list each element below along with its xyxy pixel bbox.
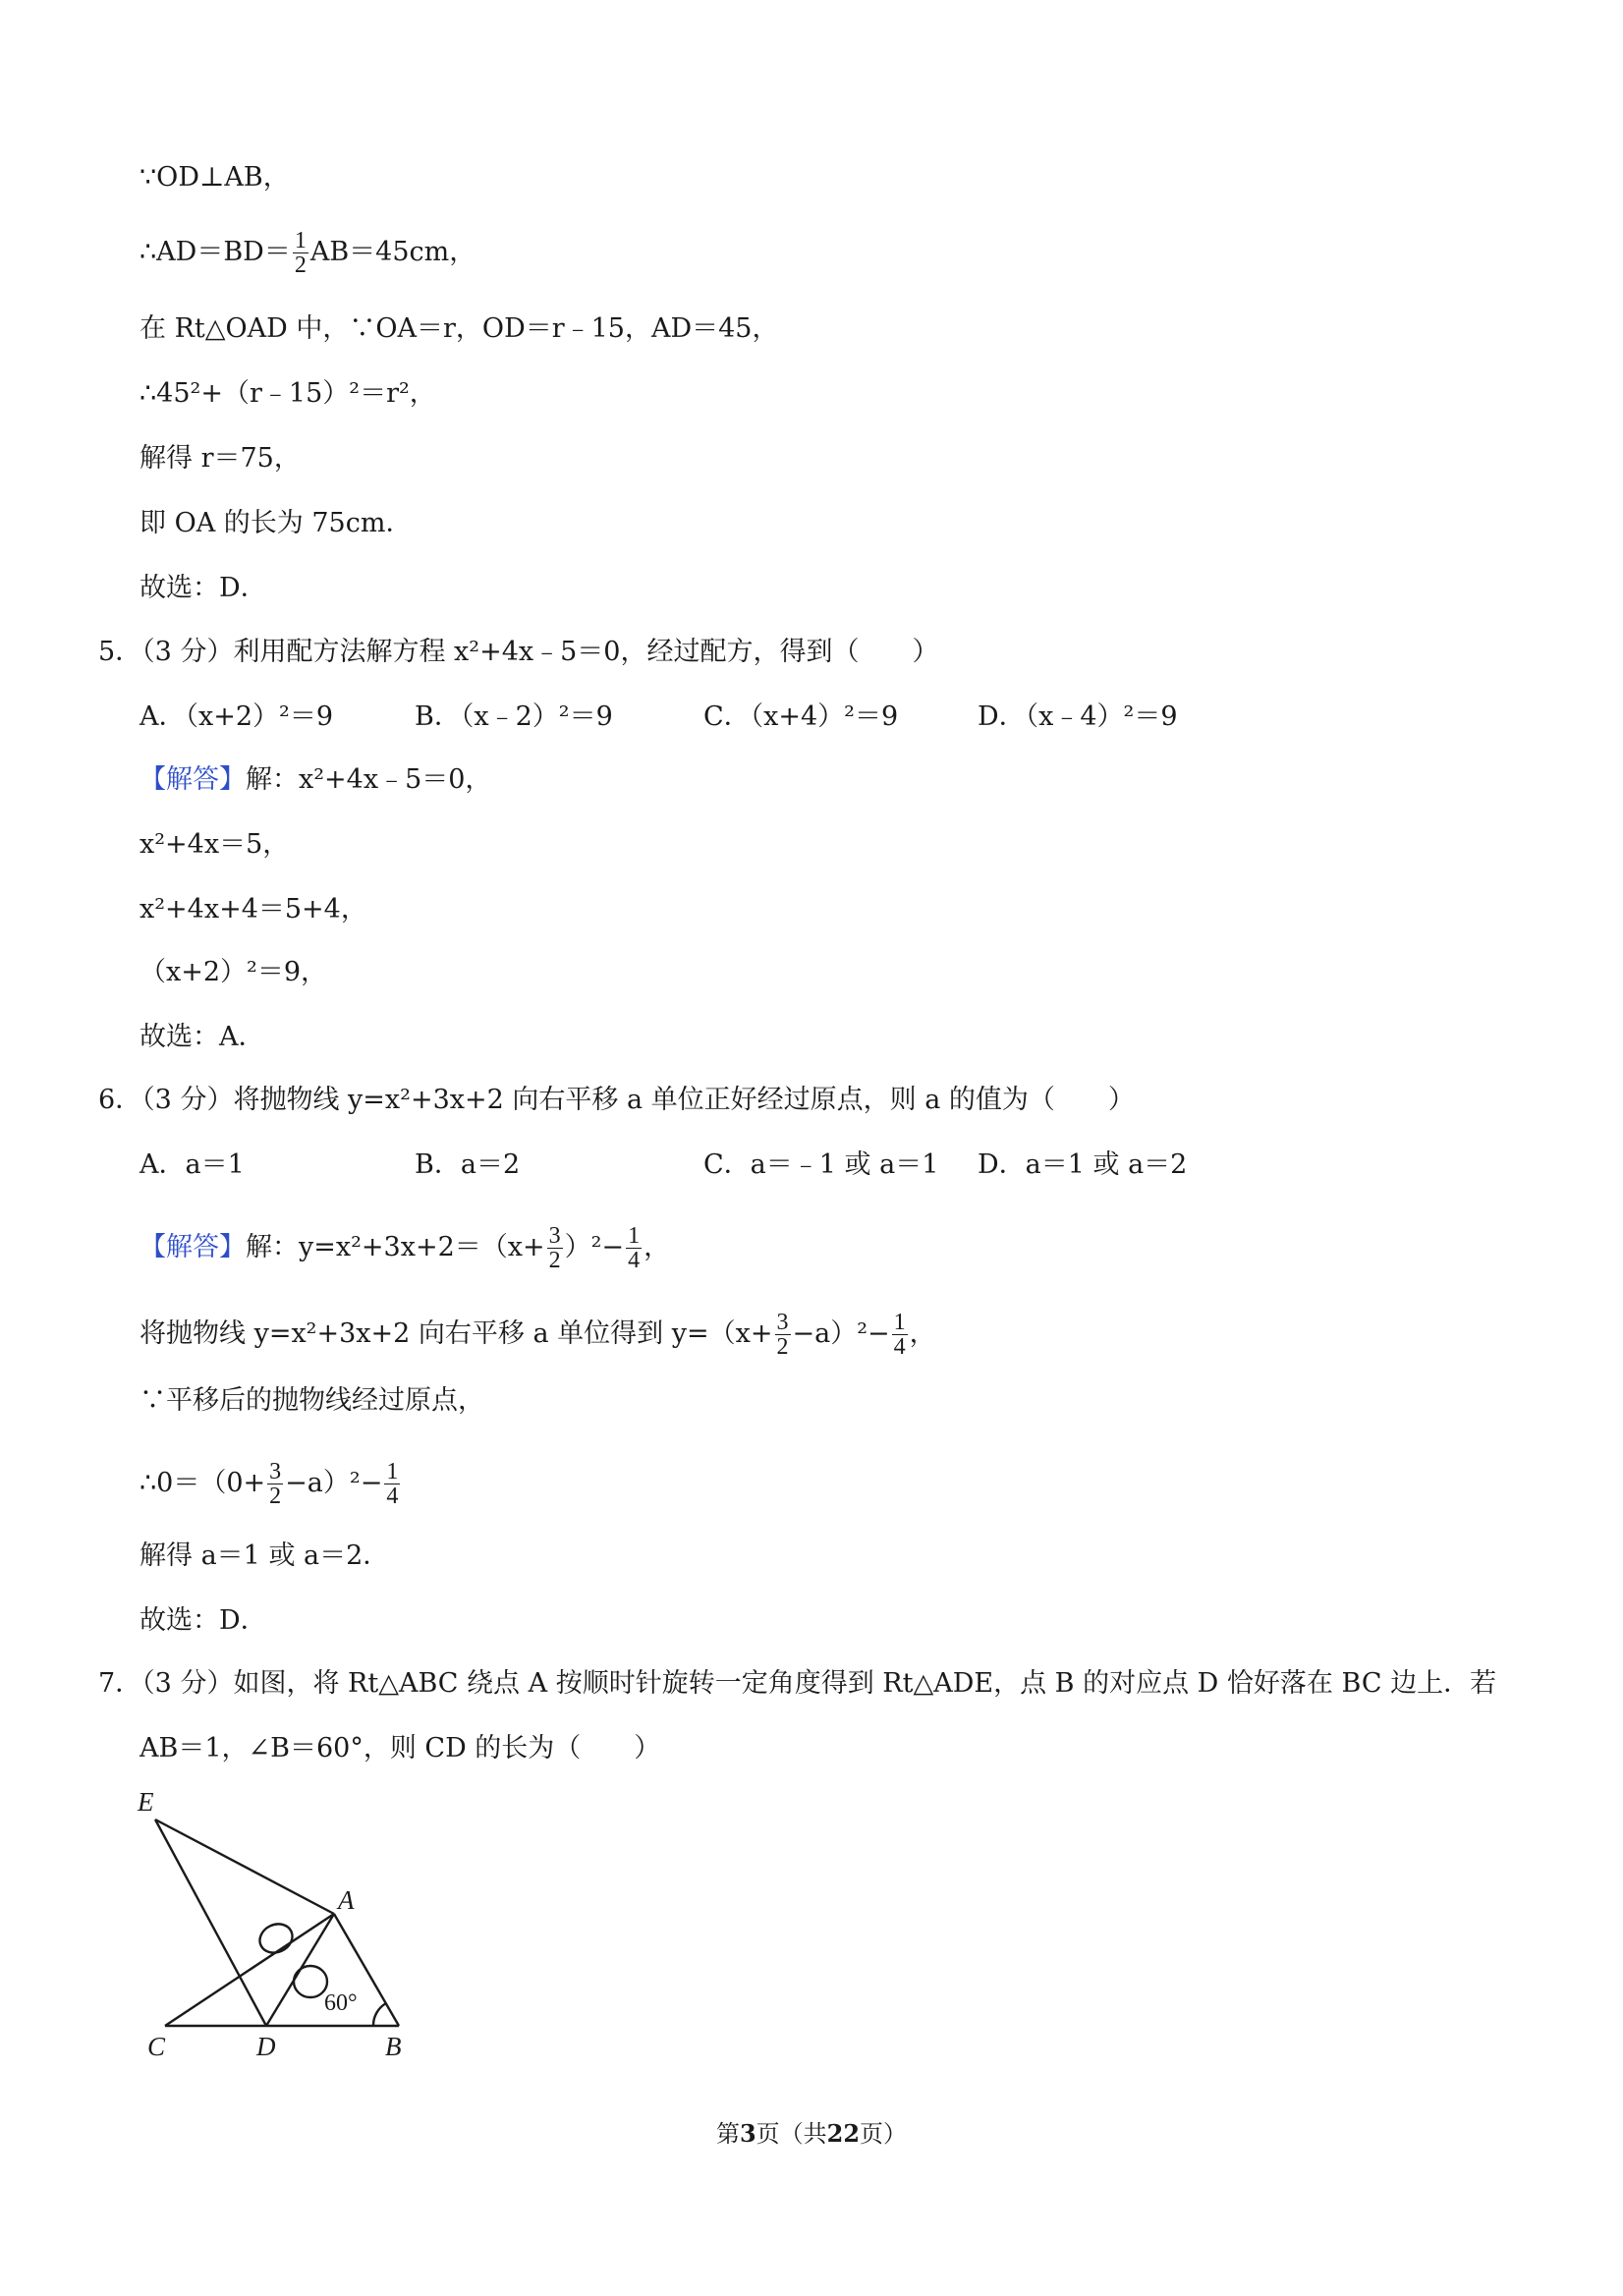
q6-option-c: C．a＝﹣1 或 a＝1 [703,1149,939,1180]
page-footer: 第3页（共22页） [715,2119,908,2148]
label-c: C [147,2032,166,2061]
q5-choice: 故选：A． [140,1022,265,1052]
q6-solution-line-1: 【解答】解：y=x²+3x+2＝（x+ $\frac{3}{2}$ ）²− $\frac{1}{4}$ ， [140,1223,671,1273]
fraction-quarter: $\frac{1}{4}$ [386,1459,399,1509]
label-a: A [338,1885,355,1915]
fraction-quarter: $\frac{1}{4}$ [628,1223,641,1273]
fraction-three-halves: $\frac{3}{2}$ [269,1459,282,1509]
q6-option-b: B．a＝2 [415,1149,521,1180]
q4-line-solve: 解得 r＝75， [140,443,301,474]
label-e: E [138,1787,154,1817]
q6-solution-line-4: ∴0＝（0+ $\frac{3}{2}$ −a）²− $\frac{1}{4}$ [140,1459,399,1509]
q5-stem: 5．（3 分）利用配方法解方程 x²+4x﹣5＝0，经过配方，得到（ ） [98,637,939,667]
q5-option-b: B．（x﹣2）²＝9 [415,701,613,732]
fraction-three-halves: $\frac{3}{2}$ [776,1310,789,1360]
q4-line-result: 即 OA 的长为 75cm． [140,508,413,538]
angle-mark-circle-2 [294,1966,327,1997]
answer-tag: 【解答】 [140,764,246,795]
angle-mark-circle-1 [255,1919,298,1958]
q4-line-perpendicular: ∵OD⊥AB， [140,162,290,193]
q6-solution-line-2: 将抛物线 y=x²+3x+2 向右平移 a 单位得到 y=（x+ $\frac{3}{2}$ −a）²− $\frac{1}{4}$ ， [140,1310,936,1360]
q6-option-d: D．a＝1 或 a＝2 [978,1149,1188,1180]
label-d: D [256,2032,276,2061]
angle-label: 60° [324,1990,358,2016]
q7-stem-line-1: 7．（3 分）如图，将 Rt△ABC 绕点 A 按顺时针旋转一定角度得到 Rt△ADE，点 B 的对应点 D 恰好落在 BC 边上．若 [98,1668,1497,1699]
q4-line-choice: 故选：D． [140,573,267,603]
q5-option-d: D．（x﹣4）²＝9 [978,701,1178,732]
q5-option-c: C．（x+4）²＝9 [703,701,899,732]
q5-solution-line-4: （x+2）²＝9， [140,957,328,987]
q7-stem-line-2: AB＝1，∠B＝60°，则 CD 的长为（ ） [140,1733,661,1764]
angle-arc-b [373,2003,386,2026]
q6-choice: 故选：D． [140,1605,267,1636]
fraction-quarter: $\frac{1}{4}$ [893,1310,906,1360]
page-total: 22 [826,2119,861,2148]
page-number: 3 [739,2119,756,2148]
q4-line-midpoint: ∴AD＝BD＝ $\frac{1}{2}$ AB＝45cm， [140,228,476,278]
answer-tag: 【解答】 [140,1232,246,1262]
q4-line-triangle: 在 Rt△OAD 中，∵OA＝r，OD＝r﹣15，AD＝45， [140,313,779,344]
fraction-three-halves: $\frac{3}{2}$ [548,1223,561,1273]
label-b: B [385,2032,402,2061]
q5-solution-line-3: x²+4x+4＝5+4， [140,894,367,924]
q6-solution-line-3: ∵平移后的抛物线经过原点， [140,1385,484,1416]
q5-solution-line-1: 【解答】解：x²+4x﹣5＝0， [140,764,492,795]
q6-option-a: A．a＝1 [140,1149,245,1180]
q5-option-a: A．（x+2）²＝9 [140,701,334,732]
q5-solution-line-2: x²+4x＝5， [140,829,290,860]
q6-stem: 6．（3 分）将抛物线 y=x²+3x+2 向右平移 a 单位正好经过原点，则 a 的值为（ ） [98,1085,1135,1115]
q6-solution-line-5: 解得 a＝1 或 a＝2． [140,1540,390,1571]
segment-ea [155,1820,334,1914]
segment-ca [165,1914,334,2026]
fraction-half: $\frac{1}{2}$ [294,228,307,278]
triangle-figure [128,1778,422,2073]
q4-line-equation: ∴45²+（r﹣15）²＝r²， [140,378,436,409]
